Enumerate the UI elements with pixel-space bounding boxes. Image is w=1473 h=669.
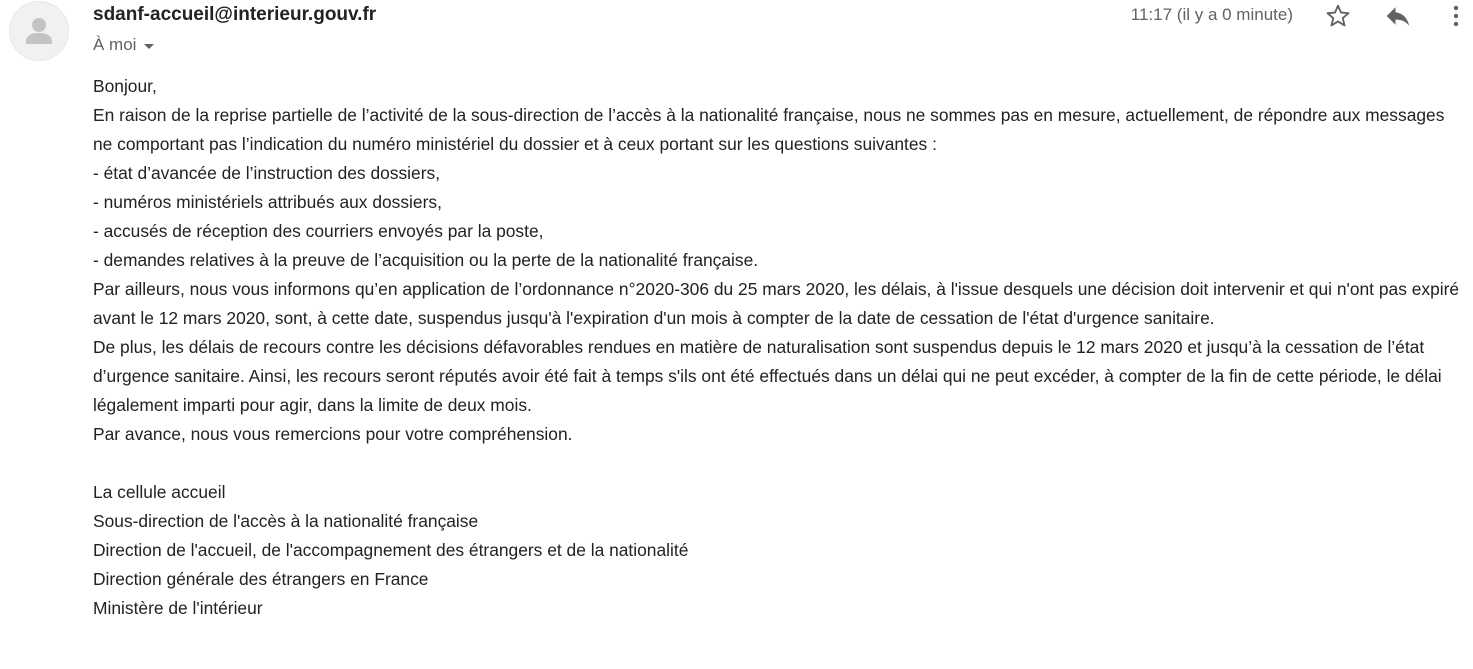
star-button[interactable] [1322, 0, 1354, 32]
signature-line: Direction générale des étrangers en France [93, 569, 429, 589]
sender-avatar[interactable] [9, 1, 69, 61]
message-body [93, 72, 1465, 623]
signature-line: La cellule accueil [93, 482, 226, 502]
message-paragraph: De plus, les délais de recours contre les décisions défavorables rendues en matière de naturalisation sont suspendus depuis le 12 mars 2020 et jusqu’à la cessation de l’état d’urgence sanitaire. Ainsi, les recours seront réputés avoir été fait à temps s'ils ont été effectués dans un délai qui ne peut excéder, à compter de la fin de cette période, le délai légalement imparti pour agir, dans la limite de deux mois. [93, 337, 1442, 415]
person-icon [10, 2, 69, 61]
more-vert-icon [1444, 0, 1468, 32]
message-paragraph: Par ailleurs, nous vous informons qu’en application de l’ordonnance n°2020-306 du 25 mars 2020, les délais, à l'issue desquels une décision doit intervenir et qui n'ont pas expiré avant le 12 mars 2020, sont, à cette date, suspendus jusqu'à l'expiration d'un mois à compter de la date de cessation de l'état d'urgence sanitaire. [93, 279, 1460, 328]
message-list-item: - demandes relatives à la preuve de l’acquisition ou la perte de la nationalité française. [93, 250, 759, 270]
sender-address: sdanf-accueil@interieur.gouv.fr [93, 4, 377, 25]
message-list-item: - numéros ministériels attribués aux dossiers, [93, 192, 442, 212]
recipient-dropdown[interactable] [93, 35, 154, 55]
recipient-label: À moi [93, 35, 137, 54]
message-greeting: Bonjour, [93, 76, 157, 96]
message-list-item: - accusés de réception des courriers envoyés par la poste, [93, 221, 544, 241]
blank-line [93, 449, 1465, 478]
signature-line: Direction de l'accueil, de l'accompagnement des étrangers et de la nationalité [93, 540, 689, 560]
reply-icon [1383, 1, 1413, 31]
signature-line: Sous-direction de l'accès à la nationalité française [93, 511, 479, 531]
more-options-button[interactable] [1440, 0, 1472, 32]
message-paragraph: En raison de la reprise partielle de l’activité de la sous-direction de l’accès à la nationalité française, nous ne sommes pas en mesure, actuellement, de répondre aux messages ne comportant pas l’indication du numéro ministériel du dossier et à ceux portant sur les questions suivantes : [93, 105, 1445, 154]
message-list-item: - état d’avancée de l’instruction des dossiers, [93, 163, 441, 183]
chevron-down-icon [144, 44, 154, 49]
reply-button[interactable] [1382, 0, 1414, 32]
message-timestamp: 11:17 (il y a 0 minute) [1130, 5, 1293, 24]
signature-line: Ministère de l'intérieur [93, 598, 263, 618]
message-closing: Par avance, nous vous remercions pour votre compréhension. [93, 424, 573, 444]
star-icon [1324, 2, 1352, 30]
